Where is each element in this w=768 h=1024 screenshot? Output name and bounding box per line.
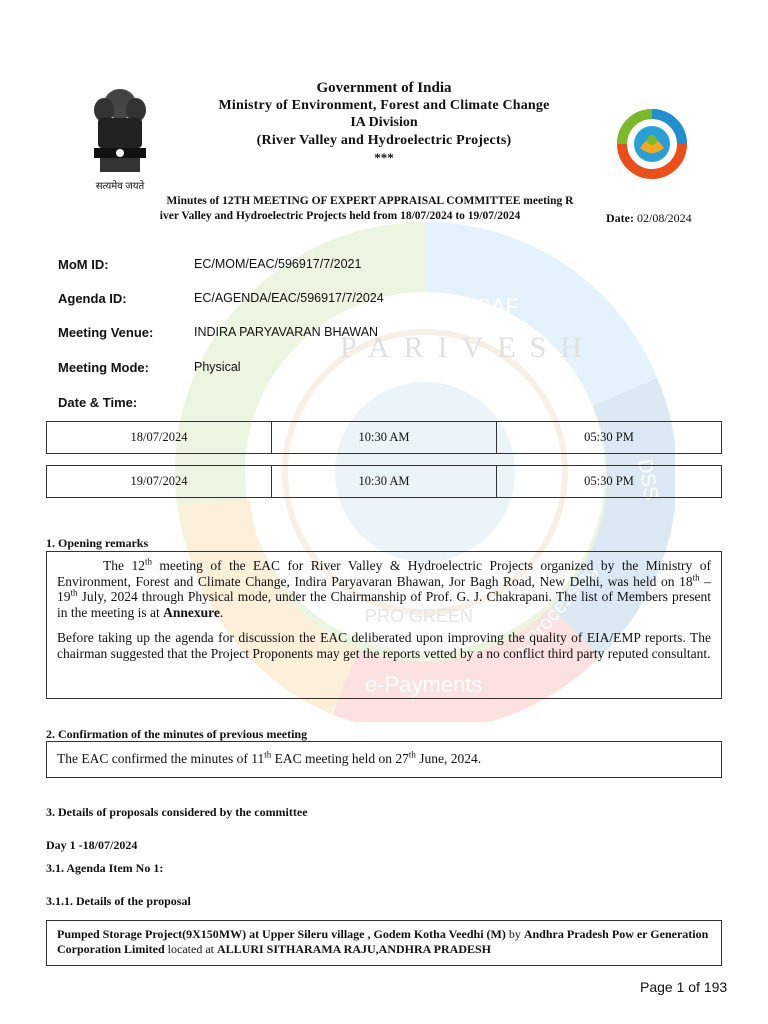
eia-quality-paragraph: Before taking up the agenda for discussion the EAC deliberated upon improving the quality of EIA/EMP reports. The chairman suggested that the Project Proponents may get the reports vetted by a no conflict third party reputed consultant. bbox=[57, 630, 711, 661]
minutes-date bbox=[606, 211, 692, 226]
watermark-progreen: PRO GREEN bbox=[365, 606, 474, 626]
header-division: IA Division bbox=[350, 115, 418, 130]
day-heading: Day 1 -18/07/2024 bbox=[46, 838, 138, 852]
schedule-end: 05:30 PM bbox=[584, 430, 634, 444]
page-number: Page 1 of 193 bbox=[640, 979, 728, 995]
minutes-title-line1: Minutes of 12TH MEETING OF EXPERT APPRAISAL COMMITTEE meeting R bbox=[166, 195, 574, 207]
schedule-row bbox=[46, 421, 722, 454]
header-subdivision: (River Valley and Hydroelectric Projects) bbox=[256, 133, 512, 148]
header-government: Government of India bbox=[316, 80, 452, 96]
date-time-label: Date & Time: bbox=[58, 395, 138, 410]
date-value: 02/08/2024 bbox=[636, 211, 692, 225]
mom-id-label: MoM ID: bbox=[58, 257, 109, 272]
meeting-venue-value: INDIRA PARYAVARAN BHAWAN bbox=[194, 325, 379, 339]
agenda-id-label: Agenda ID: bbox=[58, 291, 127, 306]
schedule-start: 10:30 AM bbox=[272, 422, 497, 453]
header-ministry: Ministry of Environment, Forest and Climate Change bbox=[218, 98, 550, 113]
meeting-mode-value: Physical bbox=[194, 360, 241, 374]
mom-id-value: EC/MOM/EAC/596917/7/2021 bbox=[194, 257, 362, 271]
watermark-caf: CAF bbox=[475, 294, 519, 319]
schedule-date: 18/07/2024 bbox=[47, 422, 272, 453]
header-stars: *** bbox=[374, 150, 394, 165]
schedule-end: 05:30 PM bbox=[584, 474, 634, 488]
section-confirmation-heading: 2. Confirmation of the minutes of previous meeting bbox=[46, 727, 308, 741]
schedule-row bbox=[46, 465, 722, 498]
national-emblem-icon bbox=[80, 82, 160, 182]
meeting-mode-label: Meeting Mode: bbox=[58, 360, 149, 375]
opening-remarks-box bbox=[46, 551, 722, 699]
proposal-box: Pumped Storage Project(9X150MW) at Upper Sileru village , Godem Kotha Veedhi (M) by Andhra Pradesh Pow er Generation Corporation Limited located at ALLURI SITHARAMA RAJU,ANDHRA PRADESH bbox=[46, 920, 722, 966]
schedule-date: 19/07/2024 bbox=[47, 466, 272, 497]
date-label: Date: bbox=[606, 211, 634, 225]
section-proposals-heading: 3. Details of proposals considered by the committee bbox=[46, 805, 308, 819]
proposal-details-heading: 3.1.1. Details of the proposal bbox=[46, 894, 191, 908]
confirmation-box: The EAC confirmed the minutes of 11th EAC meeting held on 27th June, 2024. bbox=[46, 741, 722, 778]
schedule-start: 10:30 AM bbox=[272, 466, 497, 497]
parivesh-logo-icon bbox=[606, 100, 698, 182]
agenda-id-value: EC/AGENDA/EAC/596917/7/2024 bbox=[194, 291, 384, 305]
section-opening-heading: 1. Opening remarks bbox=[46, 536, 149, 550]
agenda-item-heading: 3.1. Agenda Item No 1: bbox=[46, 861, 164, 875]
watermark-eprocessing: e-Processing bbox=[509, 559, 602, 664]
minutes-title-line2: iver Valley and Hydroelectric Projects held from 18/07/2024 to 19/07/2024 bbox=[159, 210, 521, 222]
emblem-motto: सत्यमेव जयते bbox=[95, 181, 145, 192]
watermark-epayments: e-Payments bbox=[365, 672, 483, 697]
watermark-brand: PARIVESH bbox=[340, 331, 596, 364]
watermark-dss: DSS bbox=[633, 457, 662, 502]
meeting-venue-label: Meeting Venue: bbox=[58, 325, 154, 340]
opening-remarks-paragraph: The 12th meeting of the EAC for River Valley & Hydroelectric Projects organized by the Ministry of Environment, Forest and Climate Change, Indira Paryavaran Bhawan, Jor Bagh Road, New Delhi, was held on 18th – 19th July, 2024 through Physical mode, under the Chairmanship of Prof. G. J. Chakrapani. The list of Members present in the meeting is at Annexure. bbox=[57, 556, 712, 620]
